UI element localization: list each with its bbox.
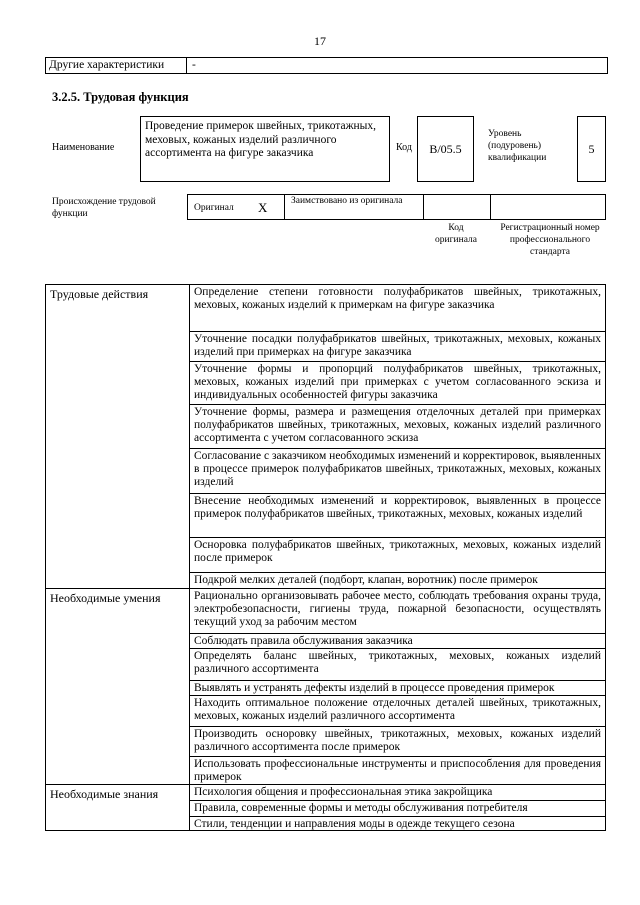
borrowed-cell bbox=[285, 195, 424, 219]
group-label: Необходимые знания bbox=[50, 787, 159, 801]
table-row: Использовать профессиональные инструменты и приспособления для проведения примерок bbox=[190, 756, 605, 784]
group-labor-actions bbox=[46, 285, 189, 588]
table-row: Осноровка полуфабрикатов швейных, трикотажных, меховых, кожаных изделий после примерок bbox=[190, 537, 605, 572]
table-row: Стили, тенденции и направления моды в одежде текущего сезона bbox=[190, 816, 605, 830]
table-row: Уточнение формы и пропорций полуфабрикатов швейных, трикотажных, меховых, кожаных изделий при примерках с учетом согласованного эскиза и индивидуальных особенностей фигуры заказчика bbox=[190, 361, 605, 404]
reg-number-caption: Регистрационный номер профессионального стандарта bbox=[500, 223, 600, 257]
original-code-cell bbox=[424, 195, 491, 219]
other-characteristics-table bbox=[45, 57, 608, 74]
table-row: Уточнение формы, размера и размещения отделочных деталей при примерках полуфабрикатов швейных, трикотажных, меховых, кожаных изделий различного ассортимента с учетом согласованного эскиза bbox=[190, 404, 605, 448]
section-title: 3.2.5. Трудовая функция bbox=[52, 90, 189, 104]
group-required-knowledge bbox=[46, 784, 189, 830]
original-mark: X bbox=[258, 200, 268, 215]
group-label: Трудовые действия bbox=[50, 287, 149, 301]
table-row: Находить оптимальное положение отделочных деталей швейных, трикотажных, меховых, кожаных изделий различного ассортимента bbox=[190, 695, 605, 726]
table-row: Соблюдать правила обслуживания заказчика bbox=[190, 633, 605, 648]
level-value-box: 5 bbox=[577, 116, 606, 182]
level-label: Уровень (подуровень) квалификации bbox=[488, 129, 547, 163]
page-number: 17 bbox=[314, 34, 326, 48]
original-label: Оригинал bbox=[194, 203, 234, 213]
table-row: Согласование с заказчиком необходимых изменений и корректировок, выявленных в процессе примерок полуфабрикатов швейных, трикотажных, меховых, кожаных изделий bbox=[190, 448, 605, 493]
table-row: Подкрой мелких деталей (подборт, клапан, воротник) после примерок bbox=[190, 572, 605, 588]
table-row: Выявлять и устранять дефекты изделий в процессе проведения примерок bbox=[190, 680, 605, 695]
code-label: Код bbox=[396, 142, 412, 153]
other-characteristics-value: - bbox=[192, 59, 196, 71]
original-code-caption: Код оригинала bbox=[435, 223, 477, 245]
original-cell bbox=[188, 195, 285, 219]
origin-label: Происхождение трудовой функции bbox=[52, 197, 156, 219]
name-label: Наименование bbox=[52, 142, 115, 153]
table-row: Уточнение посадки полуфабрикатов швейных, трикотажных, меховых, кожаных изделий при примерках на фигуре заказчика bbox=[190, 331, 605, 361]
origin-row bbox=[187, 194, 606, 220]
function-name-box: Проведение примерок швейных, трикотажных, меховых, кожаных изделий различного ассортимента на фигуре заказчика bbox=[140, 116, 390, 182]
table-row: Внесение необходимых изменений и корректировок, выявленных в процессе примерок полуфабрикатов швейных, трикотажных, меховых, кожаных изделий bbox=[190, 493, 605, 537]
function-code-box: B/05.5 bbox=[417, 116, 474, 182]
table-row: Рационально организовывать рабочее место, соблюдать требования охраны труда, электробезопасности, гигиены труда, пожарной безопасности, осуществлять текущий уход за рабочим местом bbox=[190, 588, 605, 633]
other-characteristics-label: Другие характеристики bbox=[46, 58, 187, 73]
table-row: Определять баланс швейных, трикотажных, меховых, кожаных изделий различного ассортимента bbox=[190, 648, 605, 680]
reg-number-cell bbox=[491, 195, 605, 219]
group-label: Необходимые умения bbox=[50, 591, 161, 605]
table-row: Производить осноровку швейных, трикотажных, меховых, кожаных изделий различного ассортимента после примерок bbox=[190, 726, 605, 756]
table-row: Правила, современные формы и методы обслуживания потребителя bbox=[190, 800, 605, 816]
borrowed-label: Заимствовано из оригинала bbox=[291, 196, 403, 206]
group-required-skills bbox=[46, 588, 189, 784]
table-row: Психология общения и профессиональная этика закройщика bbox=[190, 784, 605, 800]
labor-function-table bbox=[45, 284, 606, 831]
table-row: Определение степени готовности полуфабрикатов швейных, трикотажных, меховых, кожаных изделий к примеркам на фигуре заказчика bbox=[194, 286, 601, 312]
